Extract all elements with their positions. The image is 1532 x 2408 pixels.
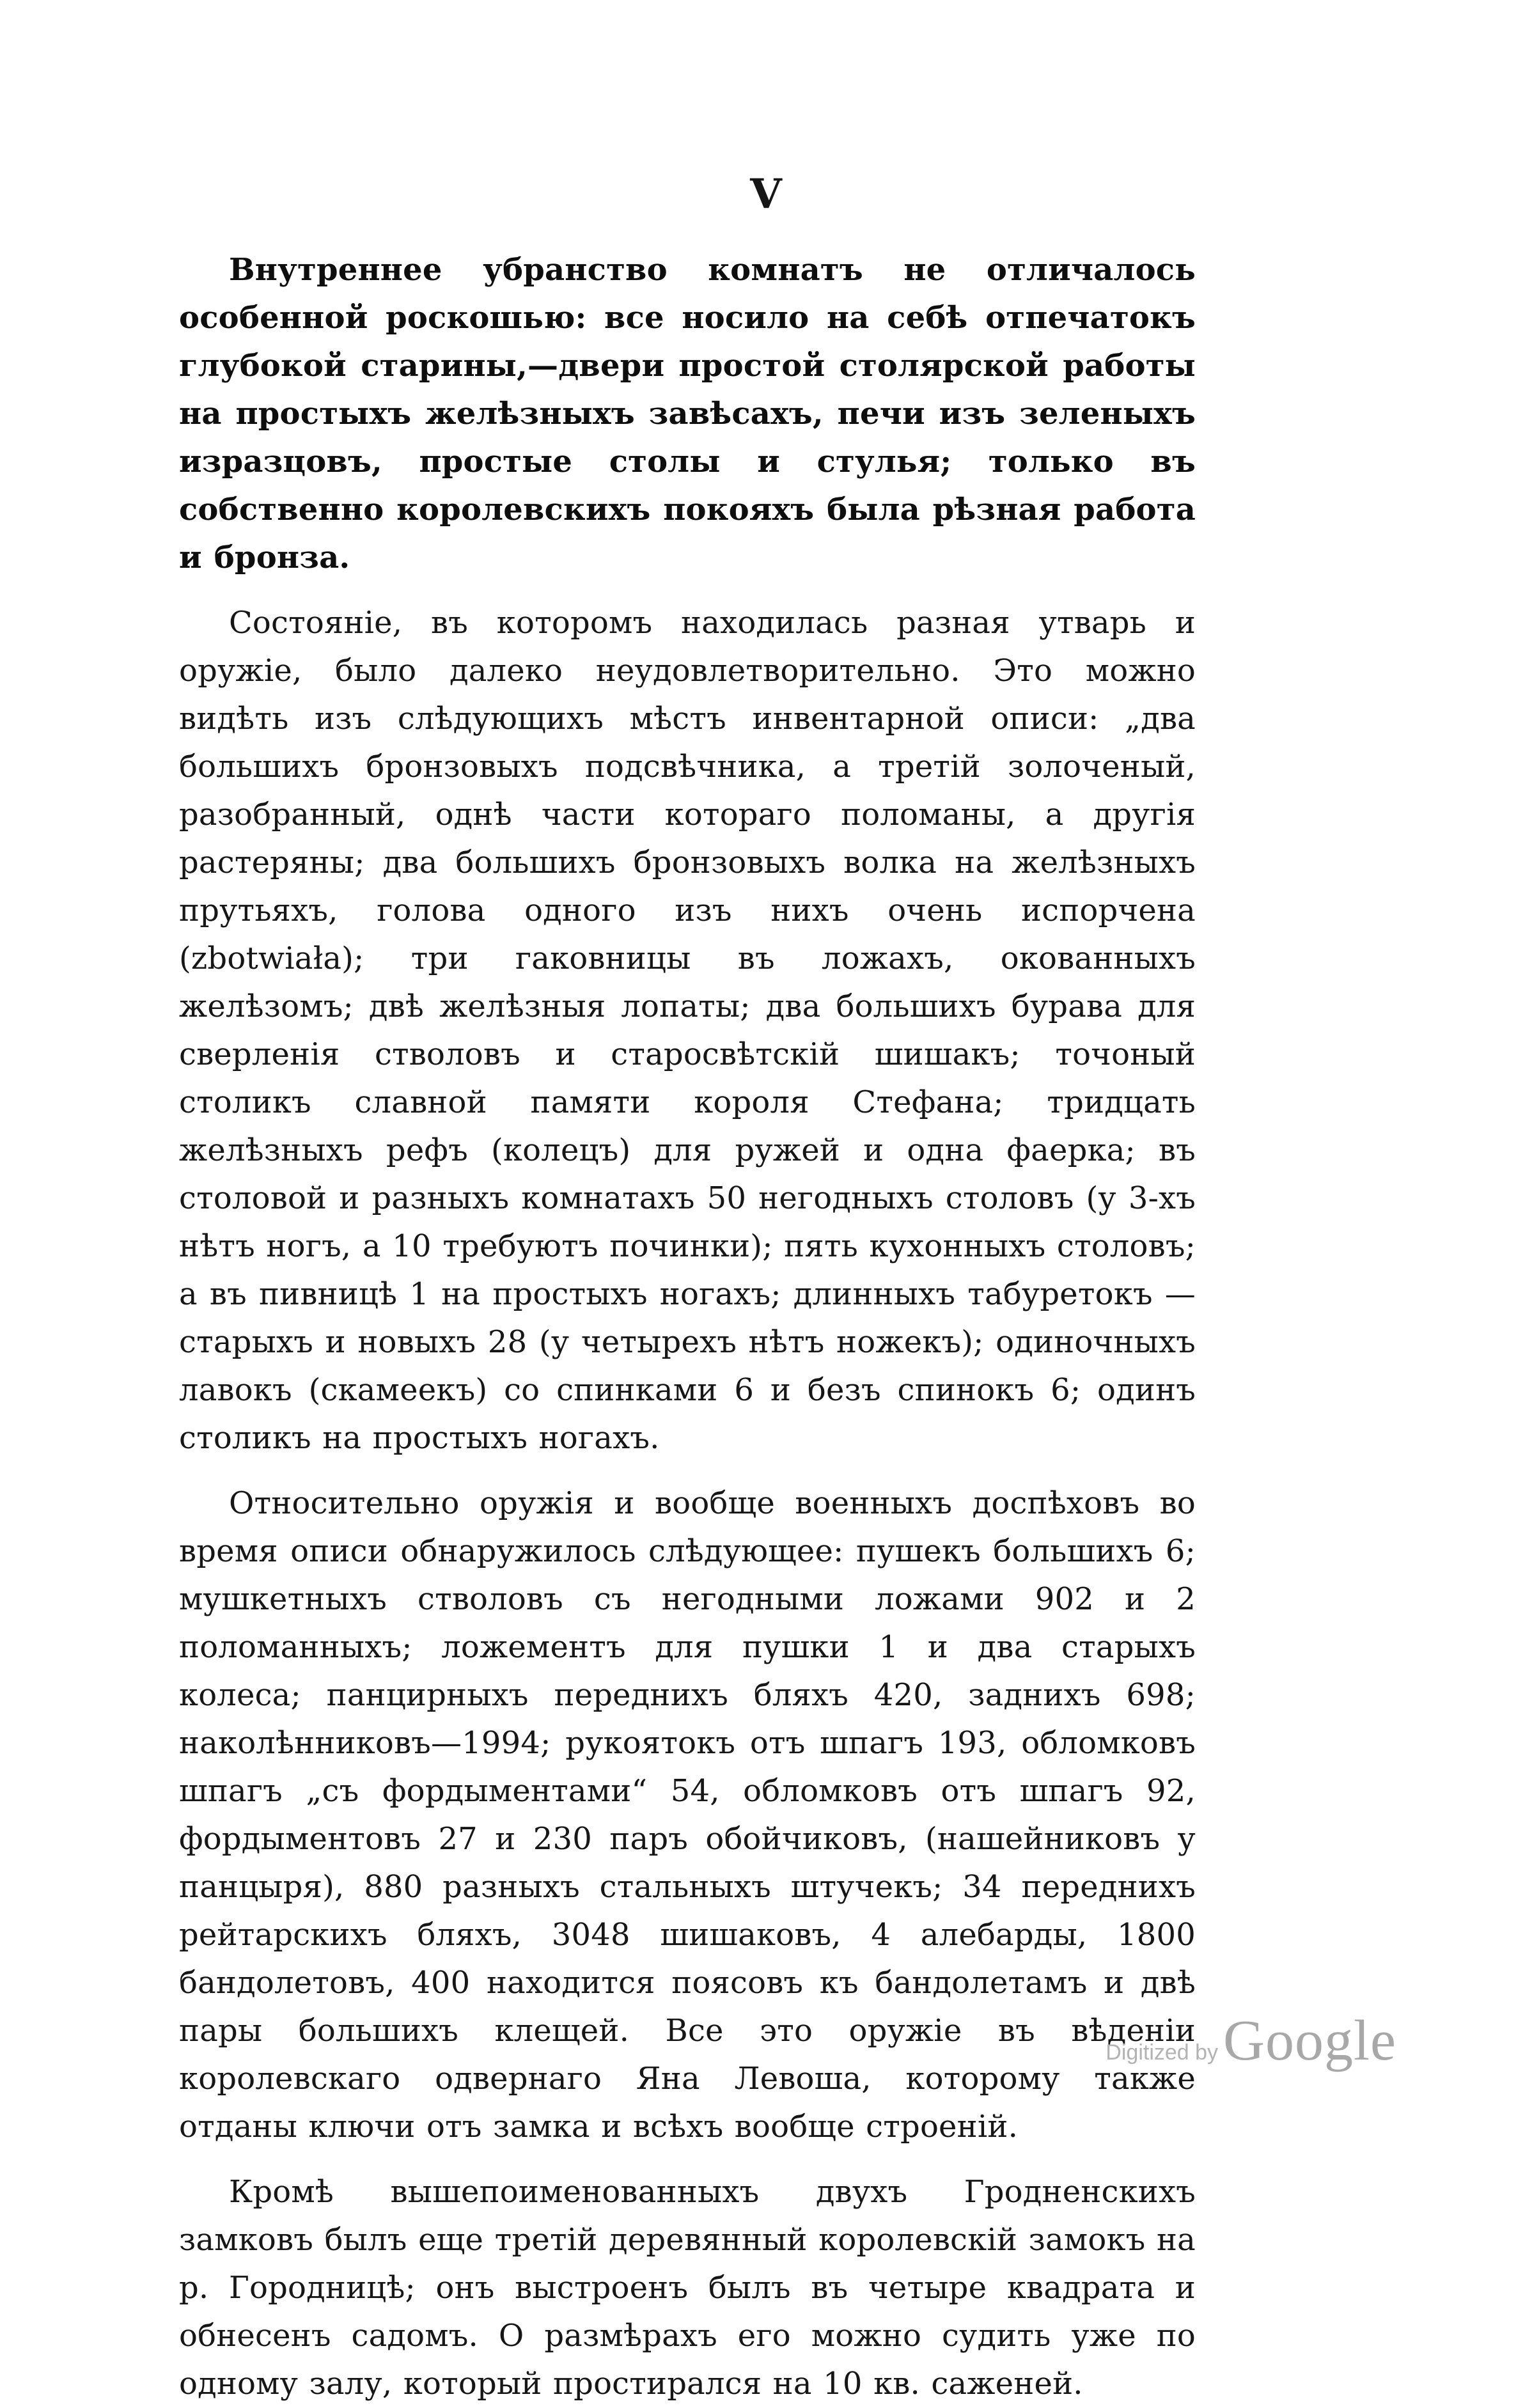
paragraph-weapons-armor: Относительно оружія и вообще военныхъ доспѣховъ во время описи обнаружилось слѣдующее: пушекъ большихъ 6; мушкетныхъ стволовъ съ негодными ложами 902 и 2 поломанныхъ; ложементъ для пушки 1 и два старыхъ колеса; панцирныхъ переднихъ бляхъ 420, заднихъ 698; наколѣнниковъ—1994; рукоятокъ отъ шпагъ 193, обломковъ шпагъ „съ фордыментами“ 54, обломковъ отъ шпагъ 92, фордыментовъ 27 и 230 паръ обойчиковъ, (нашейниковъ у панцыря), 880 разныхъ стальныхъ штучекъ; 34 переднихъ рейтарскихъ бляхъ, 3048 шишаковъ, 4 алебарды, 1800 бандолетовъ, 400 находится поясовъ къ бандолетамъ и двѣ пары большихъ клещей. Все это оружіе въ вѣденіи королевскаго одвернаго Яна Левоша, которому также отданы ключи отъ замка и всѣхъ вообще строеній.: [179, 1485, 1196, 2145]
paragraph-inventory-condition: Состояніе, въ которомъ находилась разная утварь и оружіе, было далеко неудовлетворительно. Это можно видѣть изъ слѣдующихъ мѣстъ инвентарной описи: „два большихъ бронзовыхъ подсвѣчника, а третій золоченый, разобранный, однѣ части котораго поломаны, а другія растеряны; два большихъ бронзовыхъ волка на желѣзныхъ прутьяхъ, голова одного изъ нихъ очень испорчена (zbotwiała); три гаковницы въ ложахъ, окованныхъ желѣзомъ; двѣ желѣзныя лопаты; два большихъ бурава для сверленія стволовъ и старосвѣтскій шишакъ; точоный столикъ славной памяти короля Стефана; тридцать желѣзныхъ рефъ (колецъ) для ружей и одна фаерка; въ столовой и разныхъ комнатахъ 50 негодныхъ столовъ (у 3-хъ нѣтъ ногъ, а 10 требуютъ починки); пять кухонныхъ столовъ; а въ пивницѣ 1 на простыхъ ногахъ; длинныхъ табуретокъ — старыхъ и новыхъ 28 (у четырехъ нѣтъ ножекъ); одиночныхъ лавокъ (скамеекъ) со спинками 6 и безъ спинокъ 6; одинъ столикъ на простыхъ ногахъ.: [179, 605, 1196, 1456]
paragraph-third-castle: Кромѣ вышепоименованныхъ двухъ Гродненскихъ замковъ былъ еще третій деревянный королевскій замокъ на р. Городницѣ; онъ выстроенъ былъ въ четыре квадрата и обнесенъ садомъ. О размѣрахъ его можно судить уже по одному залу, который простирался на 10 кв. саженей.: [179, 2174, 1196, 2402]
watermark-prefix: Digitized by: [1106, 2040, 1219, 2065]
body-text: [179, 246, 1196, 2408]
google-logo: Google: [1223, 2009, 1396, 2072]
digitized-by-google-watermark: [1106, 2008, 1396, 2074]
chapter-numeral: V: [750, 170, 782, 218]
paragraph-interior-decoration: Внутреннее убранство комнатъ не отличалось особенной роскошью: все носило на себѣ отпечатокъ глубокой старины,—двери простой столярской работы на простыхъ желѣзныхъ завѣсахъ, печи изъ зеленыхъ изразцовъ, простые столы и стулья; только въ собственно королевскихъ покояхъ была рѣзная работа и бронза.: [179, 252, 1196, 575]
